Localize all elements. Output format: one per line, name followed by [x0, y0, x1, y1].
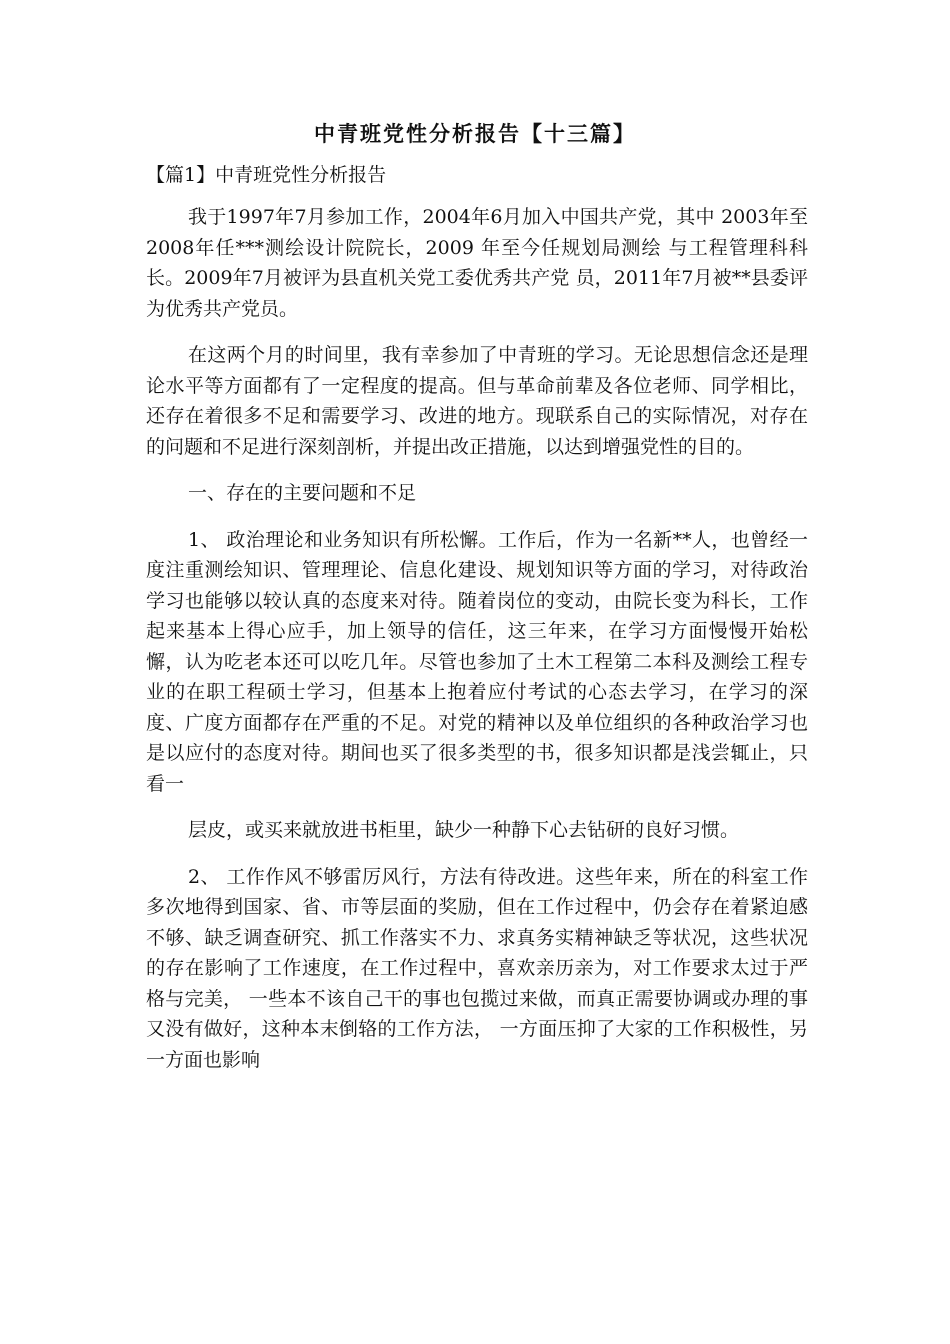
section-problems-heading: 一、存在的主要问题和不足 [188, 482, 417, 504]
paragraph-problem-2: 2、 工作作风不够雷厉风行，方法有待改进。这些年来，所在的科室工作多次地得到国家、省、市等层面的奖励，但在工作过程中，仍会存在着紧迫感不够、缺乏调查研究、抓工作落实不力、求真务实精神缺乏等状况，这些状况的存在影响了工作速度，在工作过程中，喜欢亲历亲为，对工作要求太过于严格与完美， 一些本不该自己干的事也包揽过来做，而真正需要协调或办理的事又没有做好，这种本末倒辂的工作方法， 一方面压抑了大家的工作积极性，另一方面也影响 [146, 865, 808, 1071]
paragraph-problem-1-cont: 层皮，或买来就放进书柜里，缺少一种静下心去钻研的良好习惯。 [188, 819, 740, 841]
paragraph-1: 我于1997年7月参加工作，2004年6月加入中国共产党，其中 2003年至2008年任***测绘设计院院长，2009 年至今任规划局测绘 与工程管理科科长。2009年7月被评为县直机关党工委优秀共产党 员，2011年7月被**县委评为优秀共产党员。 [146, 206, 808, 320]
paragraph-problem-1: 1、 政治理论和业务知识有所松懈。工作后，作为一名新**人，也曾经一度注重测绘知识、管理理论、信息化建设、规划知识等方面的学习，对待政治学习也能够以较认真的态度来对待。随着岗位的变动，由院长变为科长，工作起来基本上得心应手，加上领导的信任，这三年来，在学习方面慢慢开始松懈，认为吃老本还可以吃几年。尽管也参加了土木工程第二本科及测绘工程专业的在职工程硕士学习，但基本上抱着应付考试的心态去学习，在学习的深度、广度方面都存在严重的不足。对党的精神以及单位组织的各种政治学习也是以应付的态度对待。期间也买了很多类型的书，很多知识都是浅尝辄止，只看一 [146, 528, 808, 795]
document-title: 中青班党性分析报告【十三篇】 [314, 122, 636, 146]
document-body [146, 202, 808, 1091]
paragraph-2: 在这两个月的时间里，我有幸参加了中青班的学习。无论思想信念还是理论水平等方面都有了一定程度的提高。但与革命前辈及各位老师、同学相比，还存在着很多不足和需要学习、改进的地方。现联系自己的实际情况，对存在的问题和不足进行深刻剖析，并提出改正措施，以达到增强党性的目的。 [146, 344, 808, 458]
section-heading: 【篇1】中青班党性分析报告 [146, 164, 387, 186]
